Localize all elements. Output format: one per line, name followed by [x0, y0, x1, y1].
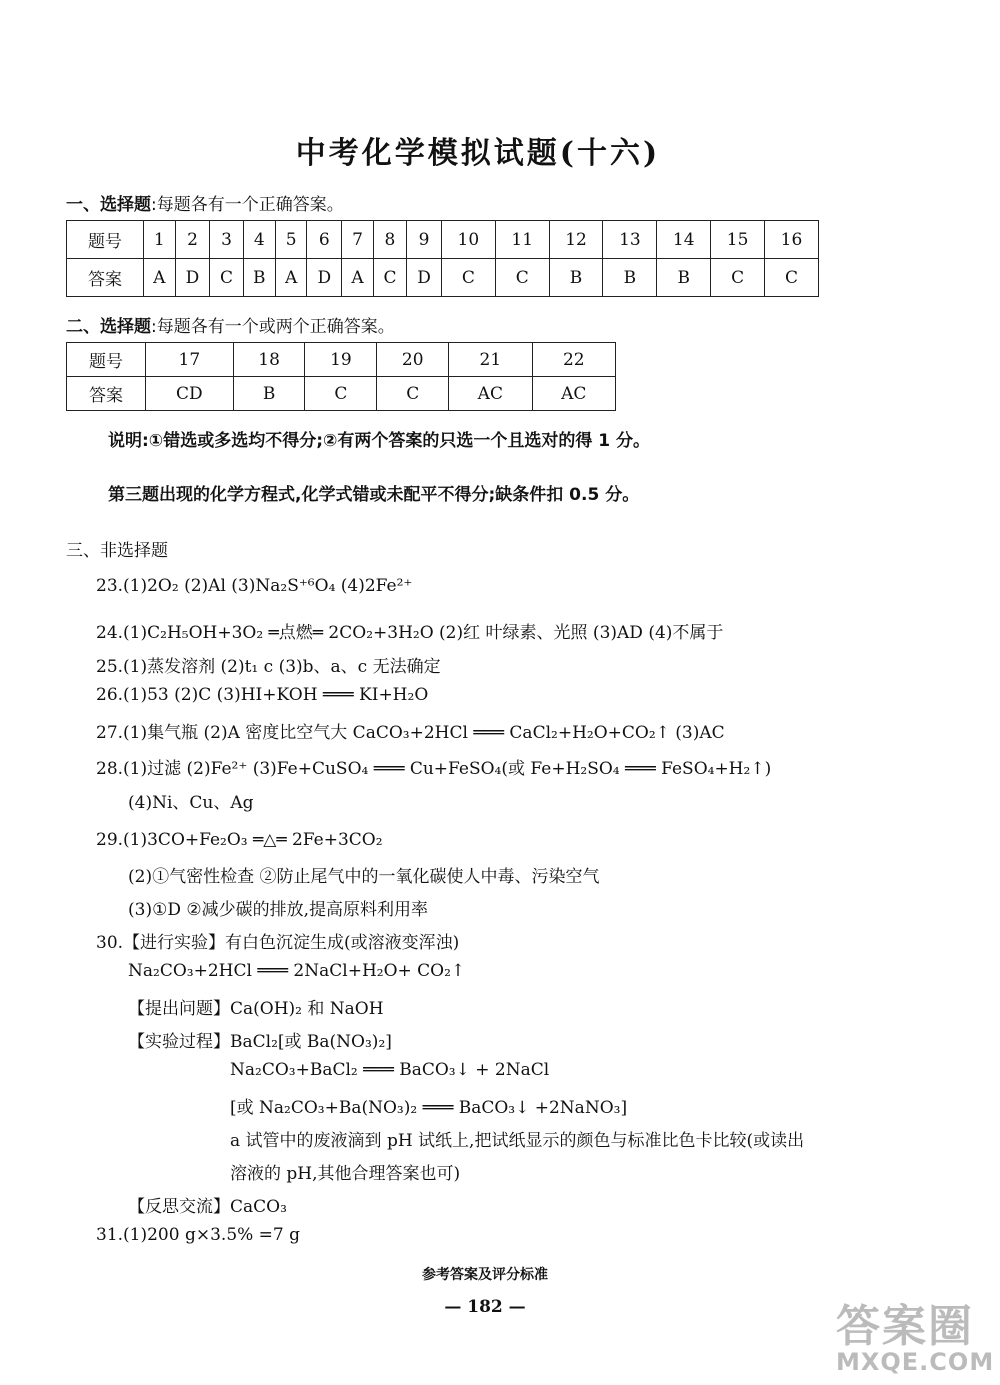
table1-number: 15 [711, 221, 765, 259]
answer-line: 溶液的 pH,其他合理答案也可) [230, 1164, 461, 1184]
table1-number: 13 [603, 221, 657, 259]
section2-heading [66, 312, 395, 337]
table1-answer: A [342, 259, 374, 297]
answer-line: 31.(1)200 g×3.5% =7 g [96, 1225, 301, 1245]
table2-answer: C [377, 377, 449, 411]
table1-number: 9 [407, 221, 442, 259]
answer-line: 25.(1)蒸发溶剂 (2)t₁ c (3)b、a、c 无法确定 [96, 657, 441, 677]
table2-answer: AC [449, 377, 532, 411]
answer-line: 29.(1)3CO+Fe₂O₃ ═△═ 2Fe+3CO₂ [96, 830, 383, 850]
answer-line: Na₂CO₃+2HCl ═══ 2NaCl+H₂O+ CO₂↑ [128, 961, 466, 981]
table1-answer-label: 答案 [67, 259, 144, 297]
section1-label: 一、选择题 [66, 195, 151, 215]
answer-line: 【提出问题】Ca(OH)₂ 和 NaOH [128, 999, 384, 1019]
table1-number: 7 [342, 221, 374, 259]
answer-line: 26.(1)53 (2)C (3)HI+KOH ═══ KI+H₂O [96, 685, 429, 705]
table1-answer: A [144, 259, 176, 297]
table1-header-label: 题号 [67, 221, 144, 259]
table2-number: 21 [449, 343, 532, 377]
page-number: — 182 — [444, 1297, 526, 1317]
table2-answer: CD [146, 377, 234, 411]
table1-number: 11 [495, 221, 549, 259]
answer-line: 30.【进行实验】有白色沉淀生成(或溶液变浑浊) [96, 933, 460, 953]
table2-number-row [67, 343, 616, 377]
scoring-note-2: 第三题出现的化学方程式,化学式错或未配平不得分;缺条件扣 0.5 分。 [108, 485, 640, 505]
table1-answer: C [441, 259, 495, 297]
table2-number: 19 [305, 343, 377, 377]
table2-number: 22 [532, 343, 615, 377]
table2-answer: AC [532, 377, 615, 411]
watermark-logo [836, 1290, 995, 1376]
footer-caption: 参考答案及评分标准 [422, 1267, 548, 1283]
table1-answer: C [711, 259, 765, 297]
table1-number: 4 [243, 221, 275, 259]
answer-line: 23.(1)2O₂ (2)Al (3)Na₂S⁺⁶O₄ (4)2Fe²⁺ [96, 576, 413, 596]
table2-answer-label: 答案 [67, 377, 146, 411]
answer-table-2 [66, 342, 616, 411]
table1-answer: C [495, 259, 549, 297]
answer-line: (3)①D ②减少碳的排放,提高原料利用率 [128, 900, 428, 920]
watermark-big-text: 答案圈 [836, 1301, 974, 1352]
table1-number: 8 [373, 221, 406, 259]
table1-answer-row [67, 259, 819, 297]
table1-answer: B [243, 259, 275, 297]
section1-heading [66, 190, 344, 215]
answer-table-1 [66, 220, 819, 297]
page-title: 中考化学模拟试题(十六) [295, 136, 661, 171]
answer-line: 27.(1)集气瓶 (2)A 密度比空气大 CaCO₃+2HCl ═══ CaCl₂+H₂O+CO₂↑ (3)AC [96, 723, 725, 743]
answer-line: 28.(1)过滤 (2)Fe²⁺ (3)Fe+CuSO₄ ═══ Cu+FeSO₄(或 Fe+H₂SO₄ ═══ FeSO₄+H₂↑) [96, 759, 772, 779]
section1-desc: :每题各有一个正确答案。 [151, 195, 344, 215]
table1-number: 2 [175, 221, 210, 259]
answer-line: 24.(1)C₂H₅OH+3O₂ ═点燃═ 2CO₂+3H₂O (2)红 叶绿素、光照 (3)AD (4)不属于 [96, 623, 724, 643]
scoring-note-1: 说明:①错选或多选均不得分;②有两个答案的只选一个且选对的得 1 分。 [108, 431, 651, 451]
table2-answer-row [67, 377, 616, 411]
table1-answer: A [275, 259, 307, 297]
watermark-url: MXQE.COM [836, 1348, 995, 1376]
table1-answer: D [307, 259, 342, 297]
table2-number: 17 [146, 343, 234, 377]
table1-number: 6 [307, 221, 342, 259]
answer-line: a 试管中的废液滴到 pH 试纸上,把试纸显示的颜色与标准比色卡比较(或读出 [230, 1131, 805, 1151]
table1-number: 14 [657, 221, 711, 259]
table2-answer: C [305, 377, 377, 411]
table1-number: 10 [441, 221, 495, 259]
table1-answer: B [603, 259, 657, 297]
answer-line: Na₂CO₃+BaCl₂ ═══ BaCO₃↓ + 2NaCl [230, 1060, 550, 1080]
table1-answer: C [210, 259, 243, 297]
section2-label: 二、选择题 [66, 317, 151, 337]
table1-number: 16 [765, 221, 819, 259]
table1-answer: C [765, 259, 819, 297]
answer-line: 【反思交流】CaCO₃ [128, 1197, 287, 1217]
table2-header-label: 题号 [67, 343, 146, 377]
table1-answer: D [407, 259, 442, 297]
table1-number: 1 [144, 221, 176, 259]
table1-number: 3 [210, 221, 243, 259]
table1-answer: B [657, 259, 711, 297]
table1-answer: B [549, 259, 603, 297]
table2-number: 18 [233, 343, 305, 377]
answer-line: (2)①气密性检查 ②防止尾气中的一氧化碳使人中毒、污染空气 [128, 867, 600, 887]
table1-number: 12 [549, 221, 603, 259]
answer-line: 【实验过程】BaCl₂[或 Ba(NO₃)₂] [128, 1032, 392, 1052]
section3-heading: 三、非选择题 [66, 541, 168, 561]
table1-number: 5 [275, 221, 307, 259]
table2-answer: B [233, 377, 305, 411]
table1-number-row [67, 221, 819, 259]
answer-line: [或 Na₂CO₃+Ba(NO₃)₂ ═══ BaCO₃↓ +2NaNO₃] [230, 1098, 628, 1118]
section2-desc: :每题各有一个或两个正确答案。 [151, 317, 395, 337]
answer-line: (4)Ni、Cu、Ag [128, 793, 254, 813]
table2-number: 20 [377, 343, 449, 377]
table1-answer: C [373, 259, 406, 297]
table1-answer: D [175, 259, 210, 297]
